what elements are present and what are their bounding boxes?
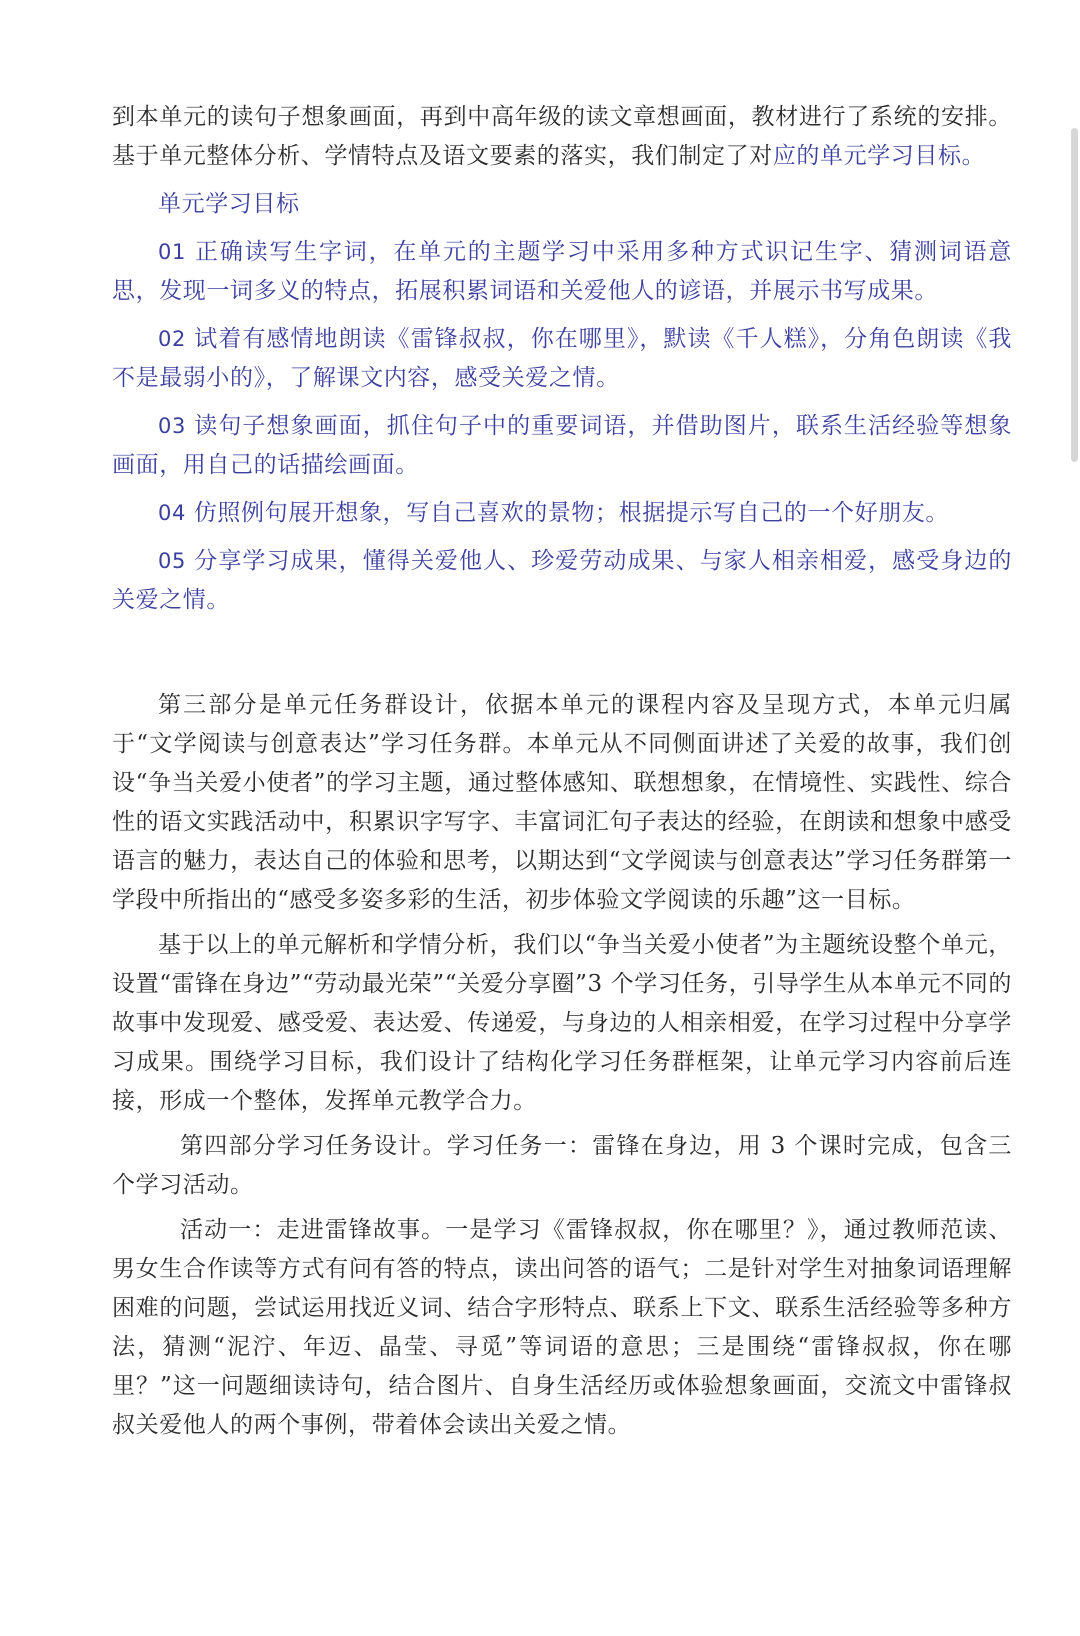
goal-02-text: 试着有感情地朗读《雷锋叔叔，你在哪里》，默读《千人糕》，分角色朗读《我不是最弱小的》，了解课文内容，感受关爱之情。: [112, 326, 1012, 391]
goal-03-number: 03: [158, 414, 186, 438]
goal-01-number: 01: [158, 240, 186, 264]
intro-text: 到本单元的读句子想象画面，再到中高年级的读文章想画面，教材进行了系统的安排。基于单元整体分析、学情特点及语文要素的落实，我们制定了对: [112, 104, 1012, 169]
activity1-paragraph: 活动一：走进雷锋故事。一是学习《雷锋叔叔，你在哪里？》，通过教师范读、男女生合作读等方式有问有答的特点，读出问答的语气；二是针对学生对抽象词语理解困难的问题，尝试运用找近义词、结合字形特点、联系上下文、联系生活经验等多种方法，猜测“泥泞、年迈、晶莹、寻觅”等词语的意思；三是围绕“雷锋叔叔，你在哪里？”这一问题细读诗句，结合图片、自身生活经历或体验想象画面，交流文中雷锋叔叔关爱他人的两个事例，带着体会读出关爱之情。: [112, 1217, 1012, 1438]
part3-paragraph: 第三部分是单元任务群设计，依据本单元的课程内容及呈现方式，本单元归属于“文学阅读与创意表达”学习任务群。本单元从不同侧面讲述了关爱的故事，我们创设“争当关爱小使者”的学习主题，通过整体感知、联想想象，在情境性、实践性、综合性的语文实践活动中，积累识字写字、丰富词汇句子表达的经验，在朗读和想象中感受语言的魅力，表达自己的体验和思考，以期达到“文学阅读与创意表达”学习任务群第一学段中所指出的“感受多姿多彩的生活，初步体验文学阅读的乐趣”这一目标。: [112, 692, 1012, 913]
goal-05-number: 05: [158, 549, 186, 573]
goal-04: [112, 494, 1012, 533]
goal-04-number: 04: [158, 501, 186, 525]
goal-02: [112, 320, 1012, 398]
intro-paragraph: [112, 98, 1012, 176]
part4-paragraph: 第四部分学习任务设计。学习任务一：雷锋在身边，用 3 个课时完成，包含三个学习活动。: [112, 1133, 1012, 1198]
goal-01-text: 正确读写生字词，在单元的主题学习中采用多种方式识记生字、猜测词语意思，发现一词多义的特点，拓展积累词语和关爱他人的谚语，并展示书写成果。: [112, 239, 1012, 304]
intro-text-highlight: 应的单元学习目标。: [772, 143, 986, 169]
goals-heading: 单元学习目标: [158, 191, 300, 217]
part3b-paragraph: 基于以上的单元解析和学情分析，我们以“争当关爱小使者”为主题统设整个单元，设置“雷锋在身边”“劳动最光荣”“关爱分享圈”3 个学习任务，引导学生从本单元不同的故事中发现爱、感受爱、表达爱、传递爱，与身边的人相亲相爱，在学习过程中分享学习成果。围绕学习目标，我们设计了结构化学习任务群框架，让单元学习内容前后连接，形成一个整体，发挥单元教学合力。: [112, 932, 1012, 1114]
goal-05-text: 分享学习成果，懂得关爱他人、珍爱劳动成果、与家人相亲相爱，感受身边的关爱之情。: [112, 548, 1012, 613]
goal-03: [112, 407, 1012, 485]
goal-02-number: 02: [158, 327, 186, 351]
scrollbar-thumb[interactable]: [1071, 128, 1078, 462]
goal-01: [112, 233, 1012, 311]
goal-05: [112, 542, 1012, 620]
goal-04-text: 仿照例句展开想象，写自己喜欢的景物；根据提示写自己的一个好朋友。: [185, 500, 950, 526]
document-body: [112, 98, 1012, 1445]
goal-03-text: 读句子想象画面，抓住句子中的重要词语，并借助图片，联系生活经验等想象画面，用自己的话描绘画面。: [112, 413, 1012, 478]
